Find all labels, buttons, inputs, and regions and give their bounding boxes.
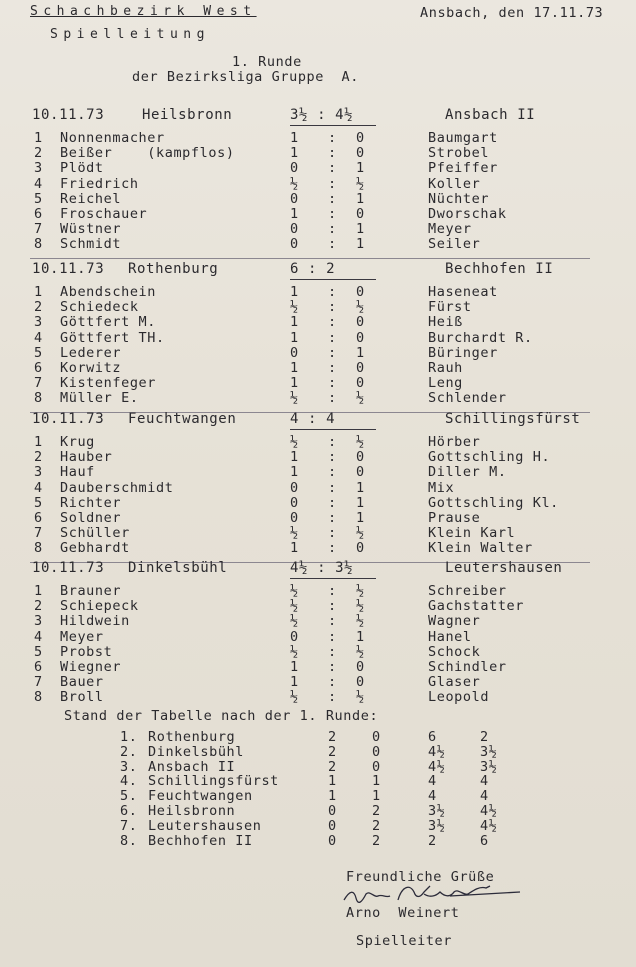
standing-bp-won: 4 <box>428 773 437 790</box>
board-number: 3 <box>34 464 43 481</box>
standing-mp-lost: 0 <box>372 743 381 760</box>
away-player: Strobel <box>428 145 490 162</box>
home-result: 0 <box>290 510 299 526</box>
signer-role: Spielleiter <box>356 933 453 949</box>
home-result: 1 <box>290 540 299 557</box>
board-number: 3 <box>34 160 43 177</box>
home-player: Probst <box>60 643 113 660</box>
result-colon: : <box>328 674 337 691</box>
result-colon: : <box>328 479 337 496</box>
board-number: 4 <box>34 329 43 346</box>
result-colon: : <box>328 329 337 346</box>
home-result: 1 <box>290 659 299 675</box>
board-number: 5 <box>34 190 43 207</box>
match-score: 4 : 4 <box>290 411 336 427</box>
away-result: 0 <box>356 206 365 222</box>
standing-rank: 4. <box>120 773 138 790</box>
greeting: Freundliche Grüße <box>346 869 495 885</box>
away-result: ½ <box>356 175 365 192</box>
result-colon: : <box>328 360 337 376</box>
standing-team: Feuchtwangen <box>148 788 253 805</box>
result-colon: : <box>328 190 337 207</box>
home-result: 1 <box>290 314 299 331</box>
result-colon: : <box>328 613 337 630</box>
home-player: Schüller <box>60 525 130 542</box>
away-player: Meyer <box>428 221 472 238</box>
away-player: Prause <box>428 510 481 526</box>
home-result: ½ <box>290 643 299 660</box>
standing-mp-won: 2 <box>328 743 337 760</box>
board-number: 7 <box>34 375 43 392</box>
standing-mp-lost: 1 <box>372 788 381 805</box>
result-colon: : <box>328 160 337 177</box>
home-player: Wiegner <box>60 659 122 675</box>
standing-mp-lost: 2 <box>372 832 381 849</box>
away-result: 0 <box>356 314 365 331</box>
away-player: Fürst <box>428 299 472 316</box>
standing-rank: 3. <box>120 758 138 775</box>
standing-rank: 8. <box>120 832 138 849</box>
match-away-team: Bechhofen II <box>445 261 554 277</box>
home-result: 1 <box>290 674 299 691</box>
standing-mp-won: 2 <box>328 758 337 775</box>
result-colon: : <box>328 299 337 316</box>
away-result: 0 <box>356 130 365 146</box>
home-result: 0 <box>290 236 299 253</box>
standings-title: Stand der Tabelle nach der 1. Runde: <box>64 708 379 724</box>
home-player: Lederer <box>60 344 122 361</box>
standing-bp-lost: 3½ <box>480 743 498 760</box>
home-player: Krug <box>60 434 95 450</box>
match-home-team: Rothenburg <box>128 261 219 277</box>
home-player: Plödt <box>60 160 104 177</box>
standing-mp-lost: 2 <box>372 803 381 819</box>
board-number: 2 <box>34 449 43 466</box>
away-player: Rauh <box>428 360 463 376</box>
home-player: Wüstner <box>60 221 122 238</box>
away-result: ½ <box>356 689 365 706</box>
away-result: 0 <box>356 360 365 376</box>
board-number: 4 <box>34 175 43 192</box>
away-result: ½ <box>356 434 365 450</box>
board-number: 2 <box>34 299 43 316</box>
result-colon: : <box>328 449 337 466</box>
away-player: Hörber <box>428 434 481 450</box>
match-date: 10.11.73 <box>32 411 105 427</box>
away-result: 1 <box>356 344 365 361</box>
away-result: 0 <box>356 674 365 691</box>
board-number: 2 <box>34 598 43 615</box>
league-title: der Bezirksliga Gruppe A. <box>132 69 359 85</box>
away-player: Schindler <box>428 659 507 675</box>
away-result: ½ <box>356 598 365 615</box>
home-result: 0 <box>290 190 299 207</box>
board-number: 1 <box>34 583 43 599</box>
result-colon: : <box>328 206 337 222</box>
home-player: Dauberschmidt <box>60 479 174 496</box>
away-result: 1 <box>356 479 365 496</box>
standing-mp-lost: 1 <box>372 773 381 790</box>
away-player: Klein Walter <box>428 540 533 557</box>
away-result: 0 <box>356 464 365 481</box>
standing-mp-won: 0 <box>328 817 337 834</box>
away-result: 0 <box>356 540 365 557</box>
away-player: Nüchter <box>428 190 490 207</box>
home-result: ½ <box>290 583 299 599</box>
standing-bp-won: 4½ <box>428 758 446 775</box>
home-result: ½ <box>290 434 299 450</box>
home-player: Richter <box>60 494 122 511</box>
home-player: Friedrich <box>60 175 139 192</box>
board-number: 5 <box>34 643 43 660</box>
away-player: Schlender <box>428 390 507 407</box>
away-player: Glaser <box>428 674 481 691</box>
board-number: 8 <box>34 540 43 557</box>
away-player: Dworschak <box>428 206 507 222</box>
home-result: ½ <box>290 525 299 542</box>
score-underline <box>290 279 376 280</box>
home-result: 0 <box>290 479 299 496</box>
board-number: 1 <box>34 434 43 450</box>
standing-bp-lost: 2 <box>480 729 489 745</box>
board-number: 7 <box>34 674 43 691</box>
away-result: 1 <box>356 160 365 177</box>
away-result: 1 <box>356 510 365 526</box>
match-score: 4½ : 3½ <box>290 560 354 576</box>
away-player: Heiß <box>428 314 463 331</box>
result-colon: : <box>328 643 337 660</box>
standing-bp-lost: 4½ <box>480 803 498 819</box>
result-colon: : <box>328 510 337 526</box>
home-player: Kistenfeger <box>60 375 157 392</box>
away-player: Pfeiffer <box>428 160 498 177</box>
home-player: Meyer <box>60 628 104 645</box>
match-date: 10.11.73 <box>32 560 105 576</box>
board-number: 6 <box>34 360 43 376</box>
board-number: 1 <box>34 284 43 300</box>
away-result: 0 <box>356 659 365 675</box>
home-result: 0 <box>290 160 299 177</box>
standing-team: Schillingsfürst <box>148 773 279 790</box>
away-player: Gottschling H. <box>428 449 551 466</box>
board-number: 1 <box>34 130 43 146</box>
away-player: Wagner <box>428 613 481 630</box>
standing-mp-won: 2 <box>328 729 337 745</box>
home-player: Schiedeck <box>60 299 139 316</box>
result-colon: : <box>328 434 337 450</box>
standing-mp-won: 0 <box>328 832 337 849</box>
home-player: Beißer (kampflos) <box>60 145 235 162</box>
result-colon: : <box>328 145 337 162</box>
home-player: Brauner <box>60 583 122 599</box>
standing-bp-lost: 4 <box>480 773 489 790</box>
home-player: Schiepeck <box>60 598 139 615</box>
dept-header: Spielleitung <box>50 27 210 42</box>
away-result: 0 <box>356 449 365 466</box>
board-number: 6 <box>34 510 43 526</box>
board-number: 3 <box>34 613 43 630</box>
home-result: 1 <box>290 375 299 392</box>
standing-team: Leutershausen <box>148 817 262 834</box>
away-player: Koller <box>428 175 481 192</box>
away-player: Baumgart <box>428 130 498 146</box>
home-result: 1 <box>290 360 299 376</box>
home-result: 1 <box>290 206 299 222</box>
standing-bp-lost: 3½ <box>480 758 498 775</box>
home-result: 0 <box>290 628 299 645</box>
result-colon: : <box>328 659 337 675</box>
away-player: Schreiber <box>428 583 507 599</box>
standing-bp-lost: 6 <box>480 832 489 849</box>
board-number: 5 <box>34 344 43 361</box>
away-result: 1 <box>356 190 365 207</box>
away-player: Mix <box>428 479 455 496</box>
result-colon: : <box>328 628 337 645</box>
standing-team: Heilsbronn <box>148 803 236 819</box>
home-player: Korwitz <box>60 360 122 376</box>
home-player: Göttfert TH. <box>60 329 165 346</box>
away-result: ½ <box>356 525 365 542</box>
standing-bp-won: 2 <box>428 832 437 849</box>
match-score: 6 : 2 <box>290 261 336 277</box>
standing-mp-won: 1 <box>328 773 337 790</box>
away-result: 1 <box>356 628 365 645</box>
home-player: Gebhardt <box>60 540 130 557</box>
result-colon: : <box>328 130 337 146</box>
away-player: Klein Karl <box>428 525 516 542</box>
home-result: 0 <box>290 344 299 361</box>
home-result: 1 <box>290 464 299 481</box>
standing-mp-won: 1 <box>328 788 337 805</box>
match-home-team: Dinkelsbühl <box>128 560 228 576</box>
match-home-team: Feuchtwangen <box>128 411 237 427</box>
board-number: 2 <box>34 145 43 162</box>
board-number: 7 <box>34 221 43 238</box>
match-date: 10.11.73 <box>32 261 105 277</box>
away-result: ½ <box>356 390 365 407</box>
board-number: 5 <box>34 494 43 511</box>
home-player: Reichel <box>60 190 122 207</box>
away-player: Leng <box>428 375 463 392</box>
home-result: ½ <box>290 299 299 316</box>
home-player: Soldner <box>60 510 122 526</box>
result-colon: : <box>328 344 337 361</box>
away-player: Diller M. <box>428 464 507 481</box>
home-result: 1 <box>290 449 299 466</box>
home-player: Abendschein <box>60 284 157 300</box>
away-result: 1 <box>356 236 365 253</box>
result-colon: : <box>328 583 337 599</box>
match-away-team: Schillingsfürst <box>445 411 581 427</box>
away-result: 1 <box>356 221 365 238</box>
standing-rank: 2. <box>120 743 138 760</box>
home-player: Nonnenmacher <box>60 130 165 146</box>
home-result: 0 <box>290 221 299 238</box>
away-result: 0 <box>356 284 365 300</box>
standing-mp-won: 0 <box>328 803 337 819</box>
result-colon: : <box>328 525 337 542</box>
match-away-team: Ansbach II <box>445 107 536 123</box>
home-result: ½ <box>290 390 299 407</box>
match-away-team: Leutershausen <box>445 560 563 576</box>
home-result: 0 <box>290 494 299 511</box>
standing-bp-lost: 4½ <box>480 817 498 834</box>
home-result: 1 <box>290 145 299 162</box>
score-underline <box>290 429 376 430</box>
standing-mp-lost: 0 <box>372 758 381 775</box>
result-colon: : <box>328 175 337 192</box>
standing-rank: 1. <box>120 729 138 745</box>
result-colon: : <box>328 390 337 407</box>
home-player: Schmidt <box>60 236 122 253</box>
standing-bp-lost: 4 <box>480 788 489 805</box>
match-score: 3½ : 4½ <box>290 107 354 123</box>
standing-bp-won: 6 <box>428 729 437 745</box>
away-result: ½ <box>356 643 365 660</box>
board-number: 4 <box>34 479 43 496</box>
away-result: ½ <box>356 613 365 630</box>
home-player: Froschauer <box>60 206 148 222</box>
home-player: Müller E. <box>60 390 139 407</box>
score-underline <box>290 125 376 126</box>
away-player: Hanel <box>428 628 472 645</box>
away-player: Leopold <box>428 689 490 706</box>
standing-rank: 6. <box>120 803 138 819</box>
standing-rank: 7. <box>120 817 138 834</box>
result-colon: : <box>328 236 337 253</box>
home-player: Hauf <box>60 464 95 481</box>
home-result: 1 <box>290 284 299 300</box>
home-player: Hildwein <box>60 613 130 630</box>
standing-team: Ansbach II <box>148 758 236 775</box>
result-colon: : <box>328 464 337 481</box>
home-result: ½ <box>290 175 299 192</box>
away-result: 1 <box>356 494 365 511</box>
standing-team: Rothenburg <box>148 729 236 745</box>
home-player: Broll <box>60 689 104 706</box>
away-result: 0 <box>356 145 365 162</box>
home-result: ½ <box>290 689 299 706</box>
org-header: Schachbezirk West <box>30 4 257 19</box>
signer-name: Arno Weinert <box>346 905 460 921</box>
result-colon: : <box>328 494 337 511</box>
score-underline <box>290 578 376 579</box>
standing-bp-won: 3½ <box>428 803 446 819</box>
board-number: 8 <box>34 689 43 706</box>
away-player: Burchardt R. <box>428 329 533 346</box>
away-result: ½ <box>356 583 365 599</box>
result-colon: : <box>328 540 337 557</box>
away-player: Haseneat <box>428 284 498 300</box>
away-player: Seiler <box>428 236 481 253</box>
away-result: ½ <box>356 299 365 316</box>
standing-mp-lost: 0 <box>372 729 381 745</box>
home-player: Hauber <box>60 449 113 466</box>
standing-bp-won: 3½ <box>428 817 446 834</box>
board-number: 8 <box>34 390 43 407</box>
round-title: 1. Runde <box>232 54 302 70</box>
away-player: Gottschling Kl. <box>428 494 559 511</box>
standing-bp-won: 4½ <box>428 743 446 760</box>
home-player: Göttfert M. <box>60 314 157 331</box>
standing-mp-lost: 2 <box>372 817 381 834</box>
standing-team: Bechhofen II <box>148 832 253 849</box>
board-number: 7 <box>34 525 43 542</box>
away-player: Gachstatter <box>428 598 525 615</box>
result-colon: : <box>328 598 337 615</box>
board-number: 6 <box>34 206 43 222</box>
match-date: 10.11.73 <box>32 107 105 123</box>
home-result: ½ <box>290 613 299 630</box>
result-colon: : <box>328 221 337 238</box>
result-colon: : <box>328 314 337 331</box>
away-result: 0 <box>356 329 365 346</box>
result-colon: : <box>328 689 337 706</box>
home-result: ½ <box>290 598 299 615</box>
result-colon: : <box>328 375 337 392</box>
board-number: 4 <box>34 628 43 645</box>
home-result: 1 <box>290 329 299 346</box>
away-player: Büringer <box>428 344 498 361</box>
board-number: 8 <box>34 236 43 253</box>
board-number: 3 <box>34 314 43 331</box>
block-divider <box>30 258 590 259</box>
board-number: 6 <box>34 659 43 675</box>
home-result: 1 <box>290 130 299 146</box>
away-player: Schock <box>428 643 481 660</box>
standing-team: Dinkelsbühl <box>148 743 245 760</box>
standing-rank: 5. <box>120 788 138 805</box>
result-colon: : <box>328 284 337 300</box>
standing-bp-won: 4 <box>428 788 437 805</box>
match-home-team: Heilsbronn <box>142 107 233 123</box>
place-date: Ansbach, den 17.11.73 <box>420 5 604 21</box>
away-result: 0 <box>356 375 365 392</box>
home-player: Bauer <box>60 674 104 691</box>
